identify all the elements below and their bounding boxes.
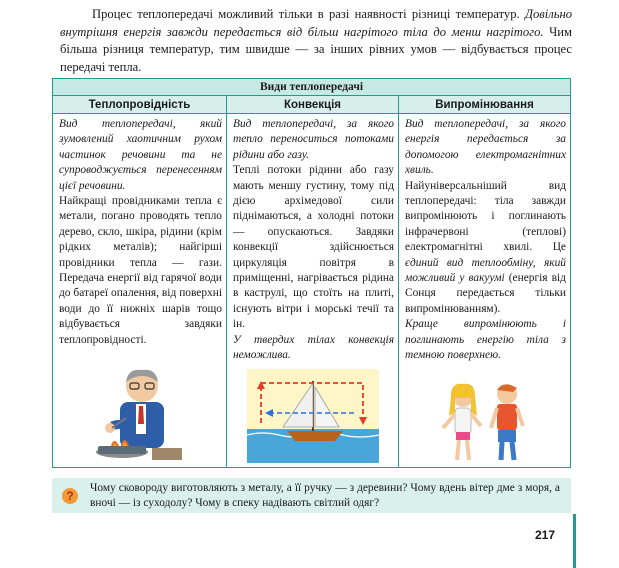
intro-sentence-2: Довільно внутрішня енергія завжди передається від більш нагрітого тіла до менш нагрітого. [60, 7, 573, 39]
table-title: Види теплопередачі [53, 79, 570, 96]
scientist-illustration [92, 366, 188, 464]
radiation-dark-surface-note: Краще випромінюють і поглинають енергію тіла з темною поверхнею. [405, 318, 566, 362]
column-radiation [399, 114, 570, 467]
radiation-text-a: Найуніверсальніший вид теплопередачі: тіла завжди випромінюють і поглинають інфрачервоні (теплові) електромагнітні хвилі. [405, 179, 566, 254]
intro-paragraph [60, 6, 572, 76]
header-conduction: Теплопровідність [53, 96, 227, 113]
radiation-text [405, 179, 566, 318]
heat-transfer-table [52, 78, 571, 468]
sea-wind-illustration [247, 369, 379, 463]
question-icon: ? [62, 488, 78, 504]
convection-text: Теплі потоки рідини або газу мають меншу густину, тому під дією архімедової сили піднімаються, а холодні потоки — опускаються. Завдяки конвекції здійснюється циркуляція повітря в приміщенні, нагрівається рідина в каструлі, що стоїть на плиті, існують вітри і морські течії та ін. [233, 164, 394, 331]
radiation-vacuum-note: єдиний вид теплообміну, який можливий у вакуумі [405, 256, 566, 285]
radiation-definition: Вид теплопередачі, за якого енергія передається за допомогою електромагнітних хвиль. [405, 118, 566, 177]
convection-note: У твердих тілах конвекція неможлива. [233, 333, 394, 362]
intro-sentence-1: Процес теплопередачі можливий тільки в разі наявності різниці температур. [92, 7, 520, 21]
page-edge-bar [573, 514, 576, 568]
header-radiation: Випромінювання [435, 99, 534, 111]
children-illustration [433, 382, 537, 464]
convection-definition: Вид теплопередачі, за якого тепло переноситься потоками рідини або газу. [233, 118, 394, 161]
table-body [53, 114, 570, 467]
page-number: 217 [535, 528, 556, 542]
column-convection [227, 114, 399, 467]
conduction-text: Найкращі провідниками тепла є метали, погано проводять тепло дерево, скло, шкіра, рідини (крім рідких металів); найгірші провідники тепла — гази. Передача енергії від гарячої води до батареї опалення, від поверхні води до її нижніх шарів тощо відбувається завдяки теплопровідності. [59, 195, 222, 346]
table-header-row [53, 96, 570, 114]
conduction-definition: Вид теплопередачі, який зумовлений хаотичним рухом частинок речовини та не супроводжується перенесенням цієї речовини. [59, 118, 222, 192]
question-text: Чому сковороду виготовляють з металу, а її ручку — з деревини? Чому вдень вітер дме з моря, а вночі — із суходолу? Чому в спеку надівають світлий одяг? [90, 481, 560, 509]
header-convection: Конвекція [227, 96, 399, 113]
radiation-text-b: Це [552, 241, 566, 254]
question-box [52, 478, 571, 513]
column-conduction [53, 114, 227, 467]
radiation-text-c: (енергія від Сонця передається тільки випромінюванням). [405, 272, 566, 315]
intro-sentence-3: Чим більша різниця температур, тим швидше — за інших рівних умов — відбувається процес передачі тепла. [60, 24, 572, 74]
